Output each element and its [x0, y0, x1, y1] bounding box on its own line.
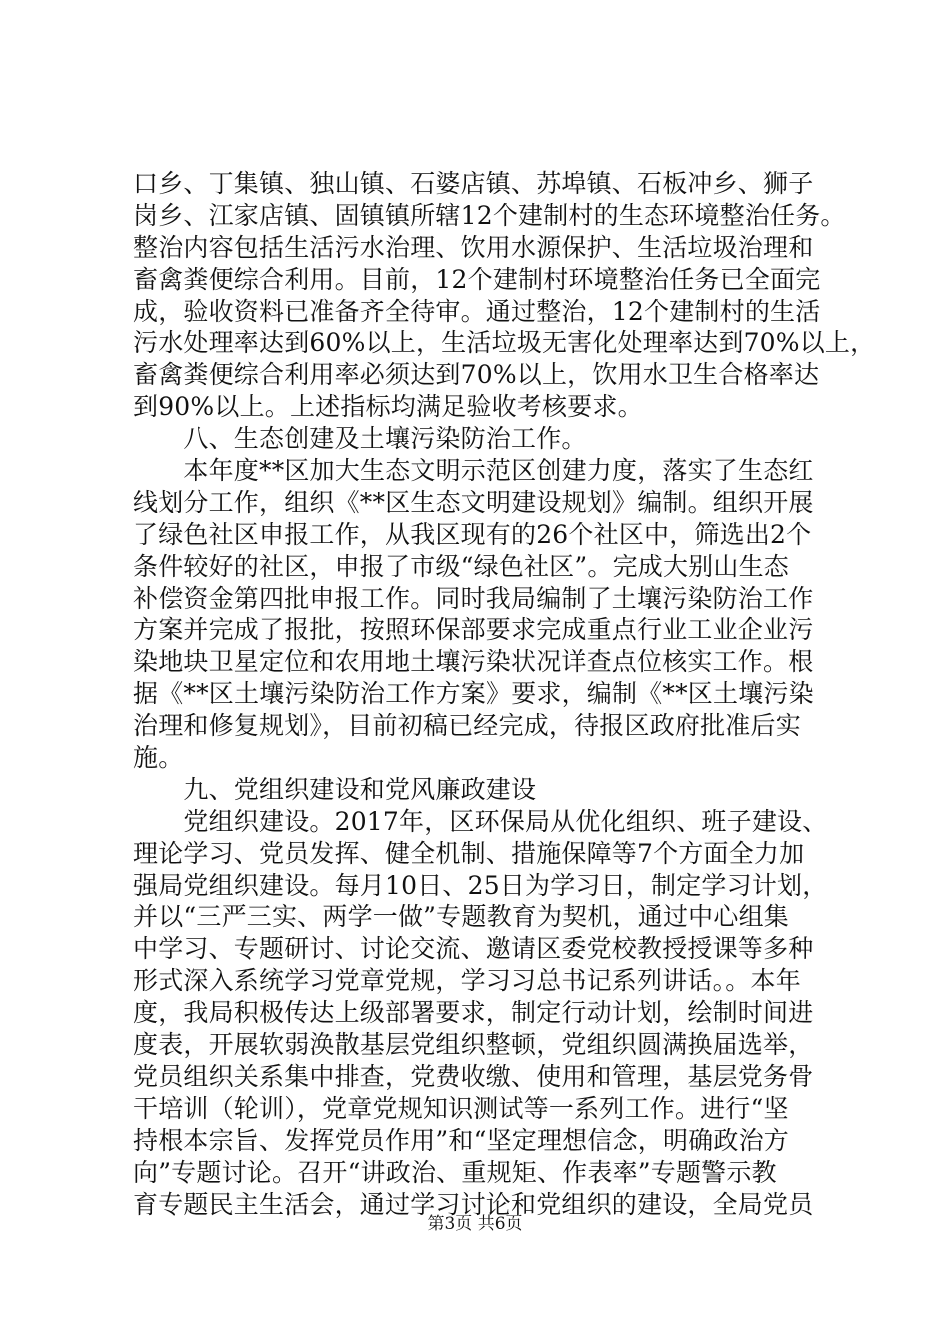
text-line: 党组织建设。2017年，区环保局从优化组织、班子建设、 — [133, 806, 828, 836]
text-line: 了绿色社区申报工作，从我区现有的26个社区中，筛选出2个 — [133, 519, 812, 549]
text-line: 整治内容包括生活污水治理、饮用水源保护、生活垃圾治理和 — [133, 232, 814, 262]
text-line: 方案并完成了报批，按照环保部要求完成重点行业工业企业污 — [133, 615, 814, 645]
text-line: 污水处理率达到60%以上，生活垃圾无害化处理率达到70%以上， — [133, 328, 876, 358]
text-line: 理论学习、党员发挥、健全机制、措施保障等7个方面全力加 — [133, 838, 805, 868]
text-line: 干培训（轮训），党章党规知识测试等一系列工作。进行“坚 — [133, 1093, 789, 1123]
text-line: 党员组织关系集中排查，党费收缴、使用和管理，基层党务骨 — [133, 1061, 814, 1091]
text-line: 育专题民主生活会，通过学习讨论和党组织的建设，全局党员 — [133, 1189, 814, 1219]
text-line: 本年度**区加大生态文明示范区创建力度，落实了生态红 — [133, 456, 814, 486]
body-text — [133, 168, 876, 1220]
text-line: 并以“三严三实、两学一做”专题教育为契机，通过中心组集 — [133, 902, 789, 932]
page-footer: 第3页 共6页 — [427, 1214, 523, 1234]
text-line: 口乡、丁集镇、独山镇、石婆店镇、苏埠镇、石板冲乡、狮子 — [133, 169, 814, 198]
text-line: 向”专题讨论。召开“讲政治、重规矩、作表率”专题警示教 — [133, 1157, 777, 1187]
text-line: 持根本宗旨、发挥党员作用”和“坚定理想信念，明确政治方 — [133, 1125, 789, 1155]
text-line: 畜禽粪便综合利用率必须达到70%以上，饮用水卫生合格率达 — [133, 360, 820, 390]
text-line: 据《**区土壤污染防治工作方案》要求，编制《**区土壤污染 — [133, 679, 814, 709]
text-line: 补偿资金第四批申报工作。同时我局编制了土壤污染防治工作 — [133, 583, 814, 613]
text-line: 度表，开展软弱涣散基层党组织整顿，党组织圆满换届选举， — [133, 1030, 814, 1060]
text-line: 形式深入系统学习党章党规，学习习总书记系列讲话。。本年 — [133, 966, 801, 996]
text-line: 线划分工作，组织《**区生态文明建设规划》编制。组织开展 — [133, 487, 814, 517]
text-line: 到90%以上。上述指标均满足验收考核要求。 — [133, 392, 643, 422]
text-line: 九、党组织建设和党风廉政建设 — [133, 774, 537, 804]
text-line: 条件较好的社区，申报了市级“绿色社区”。完成大别山生态 — [133, 551, 789, 581]
text-line: 八、生态创建及土壤污染防治工作。 — [133, 424, 587, 454]
text-line: 强局党组织建设。每月10日、25日为学习日，制定学习计划， — [133, 870, 828, 900]
text-line: 施。 — [133, 743, 184, 773]
text-line: 岗乡、江家店镇、固镇镇所辖12个建制村的生态环境整治任务。 — [133, 200, 846, 230]
text-line: 畜禽粪便综合利用。目前，12个建制村环境整治任务已全面完 — [133, 264, 821, 294]
text-line: 中学习、专题研讨、讨论交流、邀请区委党校教授授课等多种 — [133, 934, 814, 964]
text-line: 治理和修复规划》，目前初稿已经完成，待报区政府批准后实 — [133, 711, 801, 741]
text-line: 成，验收资料已准备齐全待审。通过整治，12个建制村的生活 — [133, 296, 821, 326]
text-line: 染地块卫星定位和农用地土壤污染状况详查点位核实工作。根 — [133, 647, 814, 677]
text-line: 度，我局积极传达上级部署要求，制定行动计划，绘制时间进 — [133, 998, 814, 1028]
